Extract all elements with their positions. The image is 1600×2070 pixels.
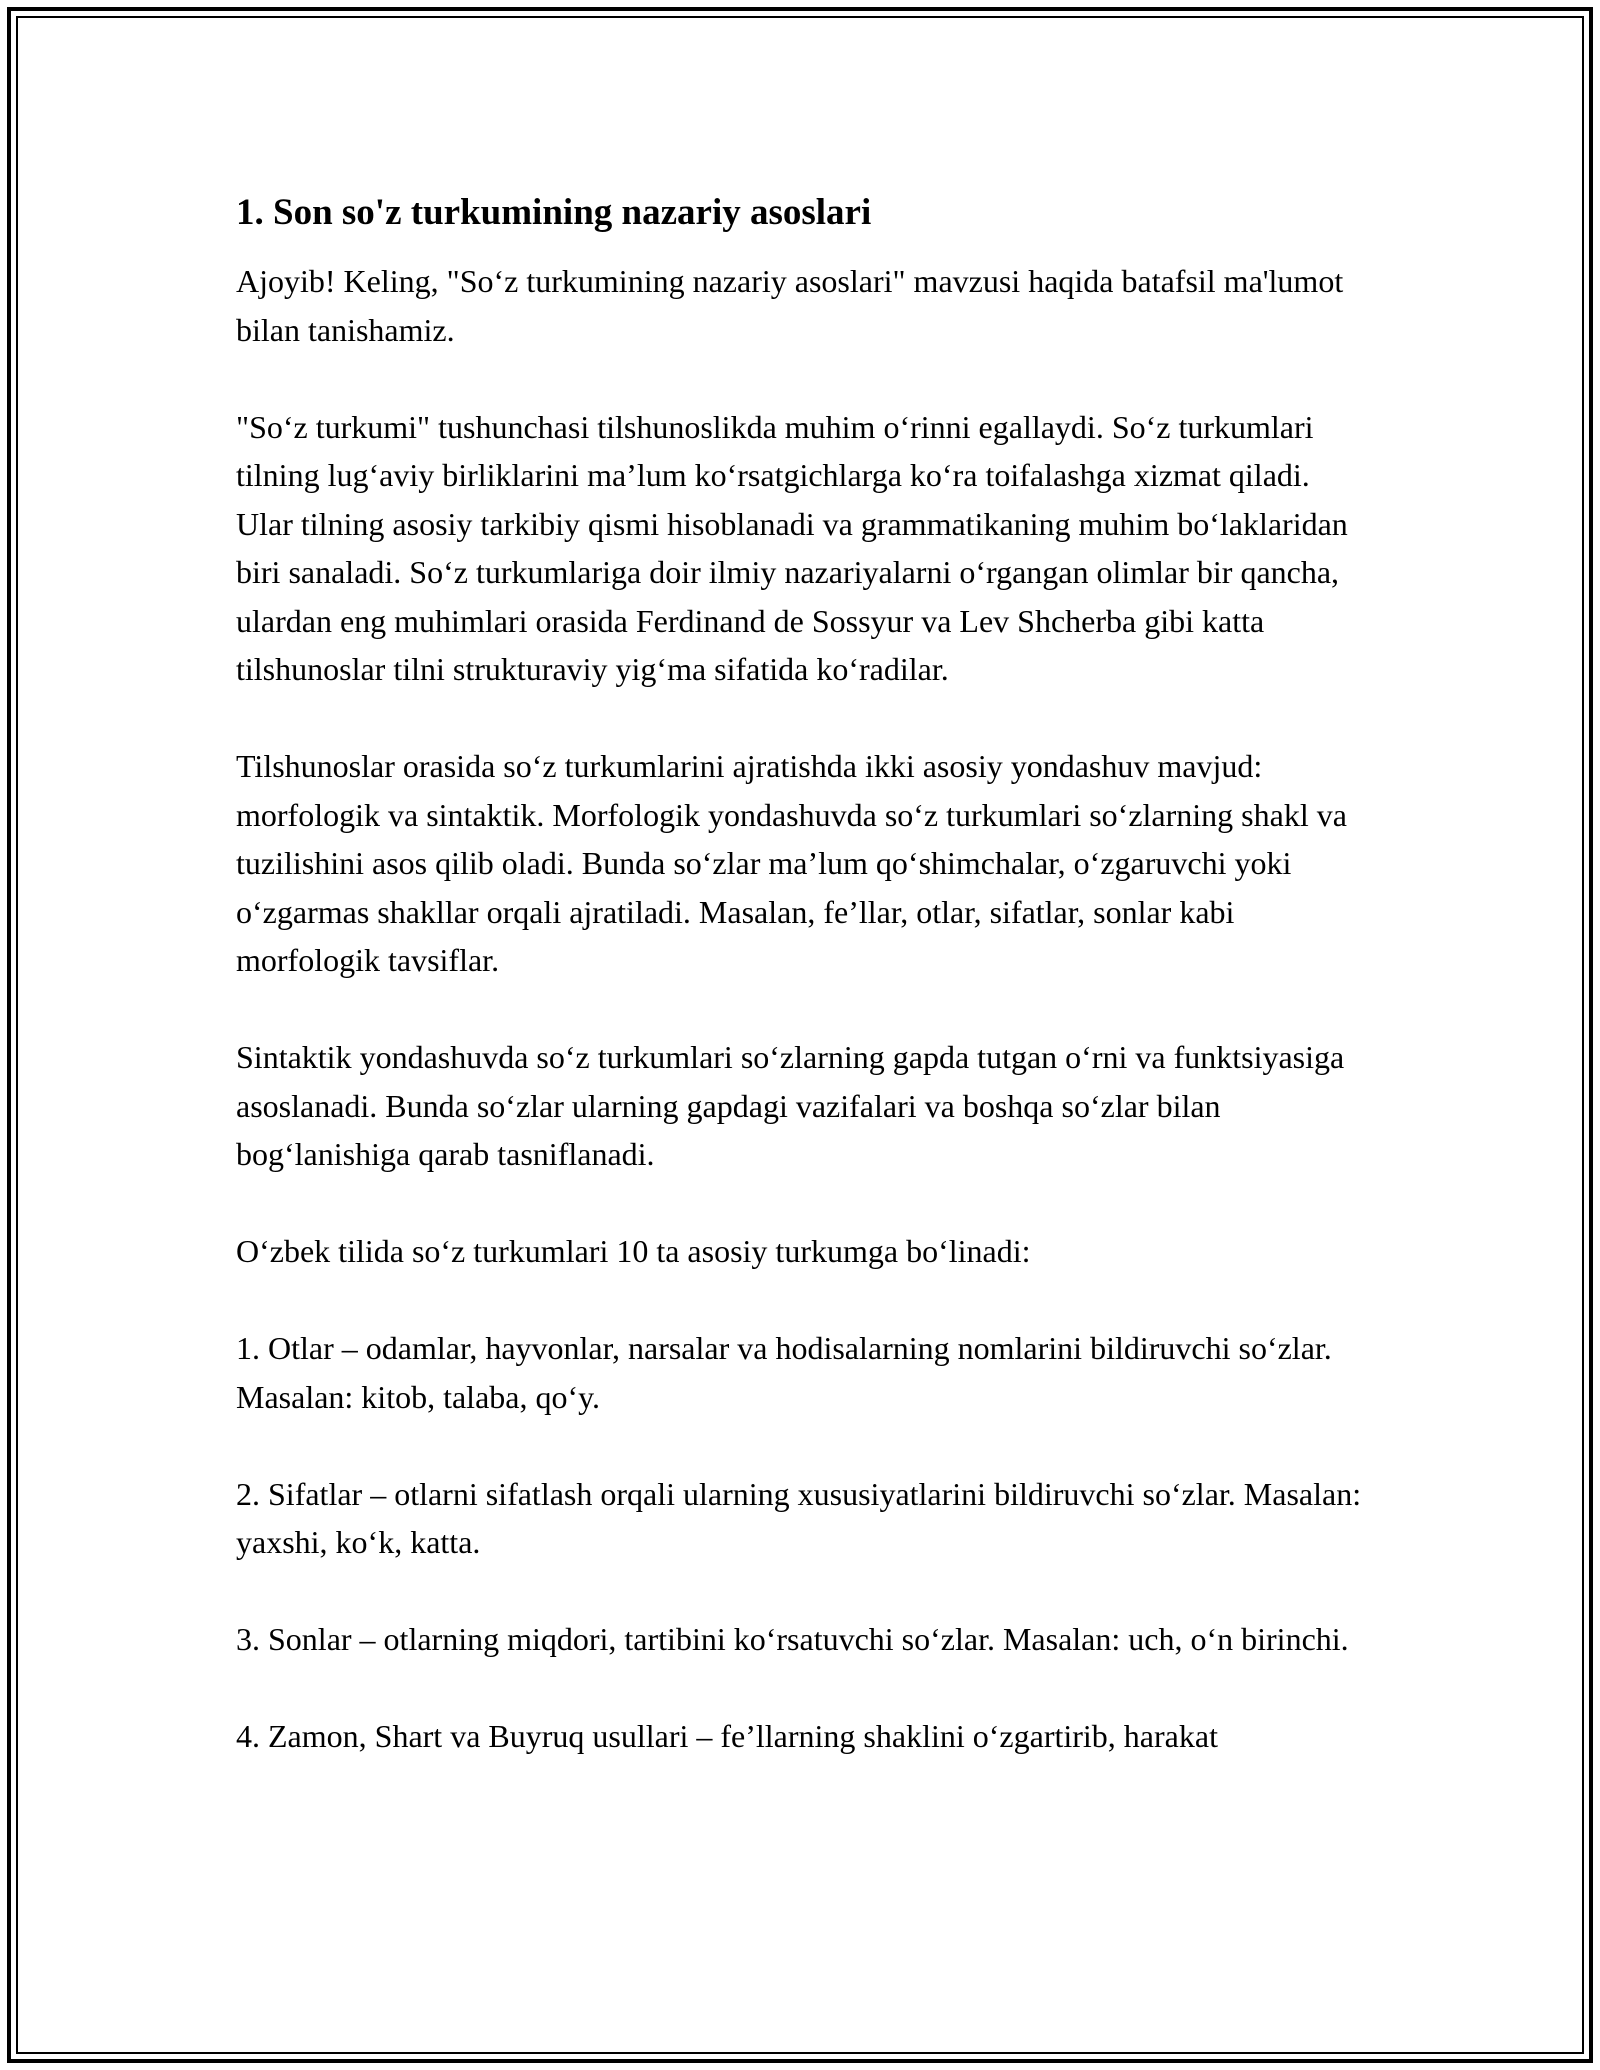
section-heading: 1. Son so'z turkumining nazariy asoslari — [236, 192, 872, 233]
document-body — [236, 187, 1366, 1761]
paragraph-intro: Ajoyib! Keling, "So‘z turkumining nazariy asoslari" mavzusi haqida batafsil ma'lumot bilan tanishamiz. — [236, 263, 1344, 348]
list-item-nouns: 1. Otlar – odamlar, hayvonlar, narsalar va hodisalarning nomlarini bildiruvchi so‘zlar. Masalan: kitob, talaba, qo‘y. — [236, 1330, 1332, 1415]
paragraph-approaches: Tilshunoslar orasida so‘z turkumlarini ajratishda ikki asosiy yondashuv mavjud: morfologik va sintaktik. Morfologik yondashuvda so‘z turkumlari so‘zlarning shakl va tuzilishini asos qilib oladi. Bunda so‘zlar ma’lum qo‘shimchalar, o‘zgaruvchi yoki o‘zgarmas shakllar orqali ajratiladi. Masalan, fe’llar, otlar, sifatlar, sonlar kabi morfologik tavsiflar. — [236, 748, 1347, 978]
paragraph-syntactic: Sintaktik yondashuvda so‘z turkumlari so‘zlarning gapda tutgan o‘rni va funktsiyasiga asoslanadi. Bunda so‘zlar ularning gapdagi vazifalari va boshqa so‘zlar bilan bog‘lanishiga qarab tasniflanadi. — [236, 1039, 1345, 1172]
list-item-moods: 4. Zamon, Shart va Buyruq usullari – fe’llarning shaklini o‘zgartirib, harakat — [236, 1718, 1218, 1754]
paragraph-concept: "So‘z turkumi" tushunchasi tilshunoslikda muhim o‘rinni egallaydi. So‘z turkumlari tilning lug‘aviy birliklarini ma’lum ko‘rsatgichlarga ko‘ra toifalashga xizmat qiladi. Ular tilning asosiy tarkibiy qismi hisoblanadi va grammatikaning muhim bo‘laklaridan biri sanaladi. So‘z turkumlariga doir ilmiy nazariyalarni o‘rgangan olimlar bir qancha, ulardan eng muhimlari orasida Ferdinand de Sossyur va Lev Shcherba gibi katta tilshunoslar tilni strukturaviy yig‘ma sifatida ko‘radilar. — [236, 408, 1348, 687]
list-item-adjectives: 2. Sifatlar – otlarni sifatlash orqali ularning xususiyatlarini bildiruvchi so‘zlar. Masalan: yaxshi, ko‘k, katta. — [236, 1475, 1362, 1560]
paragraph-list-intro: O‘zbek tilida so‘z turkumlari 10 ta asosiy turkumga bo‘linadi: — [236, 1233, 1031, 1269]
list-item-numerals: 3. Sonlar – otlarning miqdori, tartibini ko‘rsatuvchi so‘zlar. Masalan: uch, o‘n birinchi. — [236, 1621, 1349, 1657]
